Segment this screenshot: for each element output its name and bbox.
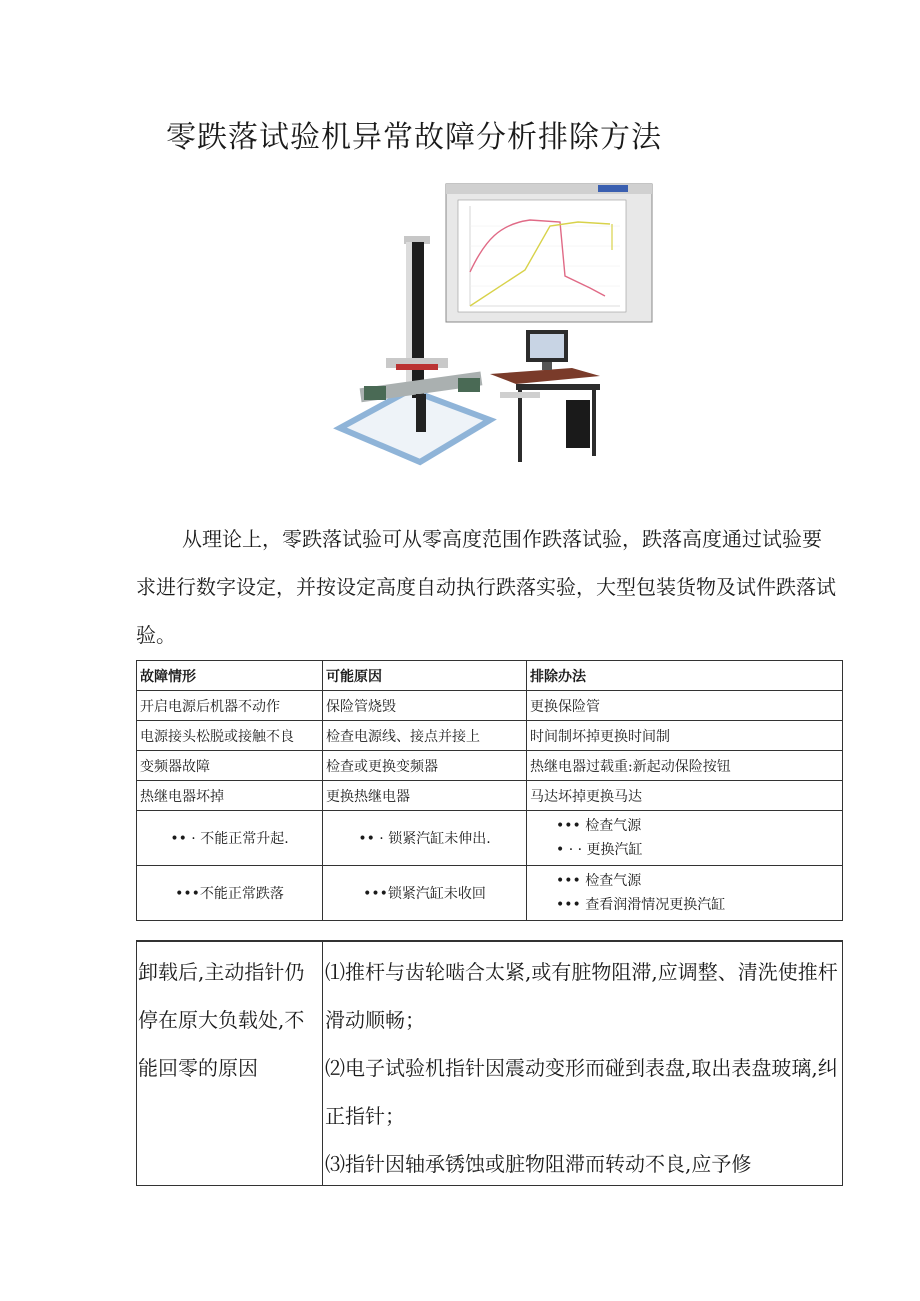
table-row (137, 691, 843, 721)
cause-cell: •••锁紧汽缸未收回 (323, 866, 527, 921)
drop-tester-machine-image (320, 180, 660, 470)
table-row (137, 811, 843, 866)
fault-cell: 热继电器坏掉 (137, 781, 323, 811)
table-row (137, 751, 843, 781)
header-fix: 排除办法 (527, 661, 843, 691)
table-header-row (137, 661, 843, 691)
cause-cell: 检查电源线、接点并接上 (323, 721, 527, 751)
fix-line: ••• 查看润滑情况更换汽缸 (556, 897, 726, 913)
fix-cell: 更换保险管 (527, 691, 843, 721)
fault-cell: 开启电源后机器不动作 (137, 691, 323, 721)
fix-cell (527, 811, 843, 866)
fix-cell (527, 866, 843, 921)
fix-line: ••• 检查气源 (556, 818, 642, 834)
fault-cell: 变频器故障 (137, 751, 323, 781)
fix-line: ••• 检查气源 (556, 873, 642, 889)
solution-item: ⑵电子试验机指针因震动变形而碰到表盘,取出表盘玻璃,纠正指针； (325, 1056, 838, 1128)
fault-cell: •••不能正常跌落 (137, 866, 323, 921)
fix-cell: 马达坏掉更换马达 (527, 781, 843, 811)
cause-cell: 保险管烧毁 (323, 691, 527, 721)
table-row (137, 866, 843, 921)
header-cause: 可能原因 (323, 661, 527, 691)
fix-cell: 时间制坏掉更换时间制 (527, 721, 843, 751)
fault-cell: 电源接头松脱或接触不良 (137, 721, 323, 751)
intro-paragraph (136, 515, 836, 659)
page-title: 零跌落试验机异常故障分析排除方法 (166, 120, 662, 155)
fix-cell: 热继电器过载重:新起动保险按钮 (527, 751, 843, 781)
table-row (137, 781, 843, 811)
cause-cell: 检查或更换变频器 (323, 751, 527, 781)
fault-cell: •• · 不能正常升起. (137, 811, 323, 866)
cause-cell: 更换热继电器 (323, 781, 527, 811)
pointer-fault-question: 卸载后,主动指针仍停在原大负载处,不能回零的原因 (137, 942, 323, 1185)
intro-text: 从理论上，零跌落试验可从零高度范围作跌落试验，跌落高度通过试验要求进行数字设定，并按设定高度自动执行跌落实验，大型包装货物及试件跌落试验。 (136, 527, 836, 647)
table-row (137, 721, 843, 751)
solution-item: ⑶指针因轴承锈蚀或脏物阻滞而转动不良,应予修 (325, 1152, 752, 1176)
header-fault: 故障情形 (137, 661, 323, 691)
cause-cell: •• · 锁紧汽缸未伸出. (323, 811, 527, 866)
solution-item: ⑴推杆与齿轮啮合太紧,或有脏物阻滞,应调整、清洗使推杆滑动顺畅； (325, 960, 838, 1032)
pointer-fault-solutions (323, 942, 842, 1185)
fault-table (136, 660, 843, 921)
fix-line: • · · 更换汽缸 (556, 842, 643, 858)
pointer-fault-table (136, 940, 843, 1186)
